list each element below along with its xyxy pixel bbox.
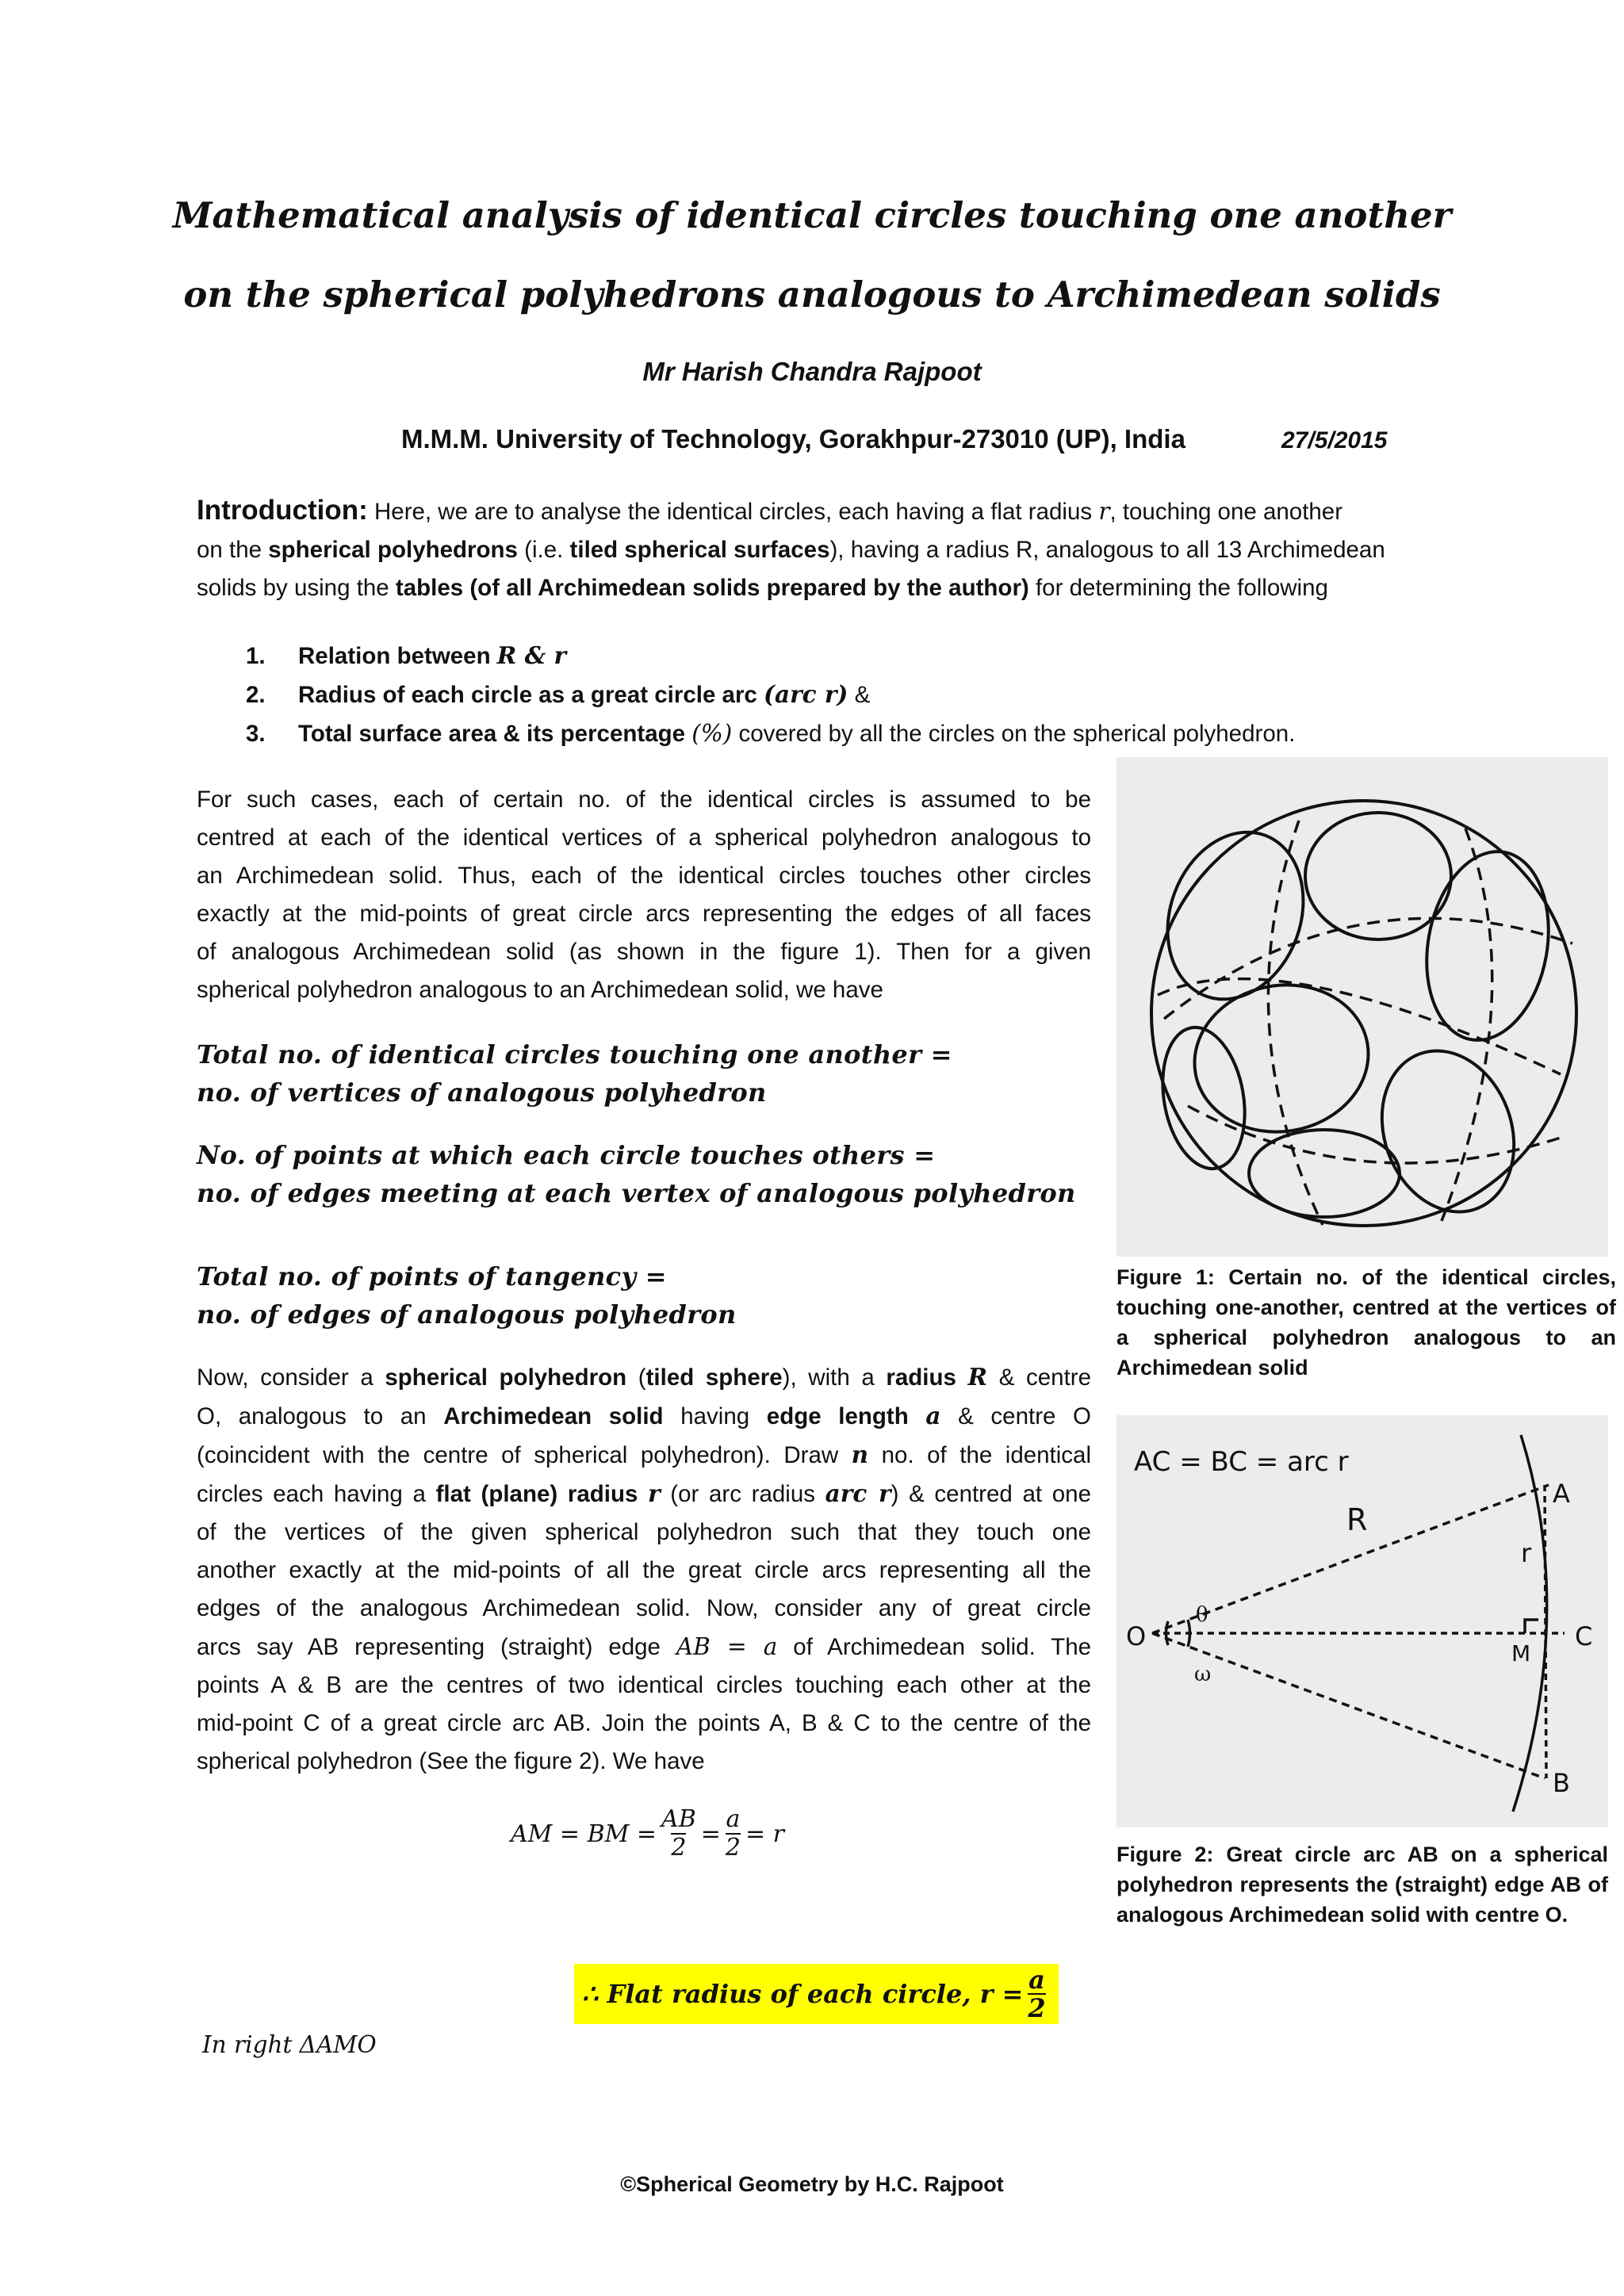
- title-line-2: on the spherical polyhedrons analogous to Archimedean solids: [183, 274, 1441, 316]
- date: 27/5/2015: [1281, 427, 1388, 453]
- spherical-circles-figure: [1116, 757, 1608, 1257]
- result-flat-radius: ∴ Flat radius of each circle, r = $\frac{a}{2}$: [574, 1964, 1059, 2024]
- svg-text:r: r: [1521, 1538, 1532, 1568]
- svg-text:C: C: [1575, 1621, 1593, 1651]
- title-line-1: Mathematical analysis of identical circles touching one another: [172, 194, 1452, 236]
- equation-touch-points: No. of points at which each circle touches others = no. of edges meeting at each vertex of analogous polyhedron: [197, 1140, 1076, 1208]
- introduction: Introduction: Here, we are to analyse the identical circles, each having a flat radius r, touching one another on the spherical polyhedrons (i.e. tiled spherical surfaces), having a radius R, analogous to all 13 Archimedean solids by using the tables (of all Archimedean solids prepared by the author) for determining the following: [197, 495, 1385, 601]
- svg-text:O: O: [1126, 1621, 1147, 1651]
- right-triangle-label: In right ΔAMO: [202, 2031, 377, 2058]
- footer: ©Spherical Geometry by H.C. Rajpoot: [620, 2172, 1004, 2196]
- figure-2: [1116, 1415, 1608, 1827]
- author: Mr Harish Chandra Rajpoot: [642, 357, 982, 386]
- svg-text:R: R: [1346, 1502, 1368, 1537]
- equation-total-circles: Total no. of identical circles touching one another = no. of vertices of analogous polyhedron: [197, 1039, 952, 1108]
- figure-1: [1116, 757, 1608, 1257]
- figure-2-caption: Figure 2: Great circle arc AB on a spherical polyhedron represents the (straight) edge AB of analogous Archimedean solid with centre O.: [1116, 1843, 1608, 1927]
- svg-text:B: B: [1553, 1768, 1570, 1798]
- equation-am-bm: AM = BM = $\frac{AB}{2}$ = $\frac{a}{2}$ = r: [511, 1805, 784, 1862]
- figure-1-caption: Figure 1: Certain no. of the identical circles, touching one-another, centred at the vertices of a spherical polyhedron analogous to an Archimedean solid: [1116, 1265, 1616, 1380]
- svg-text:A: A: [1553, 1479, 1570, 1509]
- list-item: 2. Radius of each circle as a great circle arc (arc r) &: [246, 680, 871, 708]
- intro-heading: Introduction:: [197, 495, 368, 526]
- paragraph-1: For such cases, each of certain no. of the identical circles is assumed to be centred at each of the identical vertices of a spherical polyhedron analogous to an Archimedean solid. Thus, each of the identical circles touches other circles exactly at the mid-points of great circle arcs representing the edges of all faces of analogous Archimedean solid (as shown in the figure 1). Then for a given spherical polyhedron analogous to an Archimedean solid, we have: [197, 786, 1091, 1003]
- great-circle-arc: [1513, 1435, 1547, 1812]
- affiliation: M.M.M. University of Technology, Gorakhpur-273010 (UP), India: [401, 424, 1185, 453]
- equation-tangency-points: Total no. of points of tangency = no. of edges of analogous polyhedron: [197, 1261, 737, 1330]
- svg-text:M: M: [1511, 1640, 1531, 1667]
- arc-equation-label: AC = BC = arc r: [1134, 1446, 1349, 1478]
- list-item: 3. Total surface area & its percentage (%) covered by all the circles on the spherical polyhedron.: [246, 720, 1296, 747]
- svg-text:ω: ω: [1194, 1663, 1212, 1686]
- great-circle-arc-figure: [1116, 1415, 1608, 1827]
- objective-list: [246, 637, 1435, 753]
- svg-text:θ: θ: [1196, 1603, 1208, 1627]
- list-item: 1. Relation between R & r: [246, 641, 567, 669]
- paragraph-2: Now, consider a spherical polyhedron (tiled sphere), with a radius R & centre O, analogous to an Archimedean solid having edge length a & centre O (coincident with the centre of spherical polyhedron). Draw n no. of the identical circles each having a flat (plane) radius r (or arc radius arc r) & centred at one of the vertices of the given spherical polyhedron such that they touch one another exactly at the mid-points of all the great circle arcs representing all the edges of the analogous Archimedean solid. Now, consider any of great circle arcs say AB representing (straight) edge AB = a of Archimedean solid. The points A & B are the centres of two identical circles touching each other at the mid-point C of a great circle arc AB. Join the points A, B & C to the centre of the spherical polyhedron (See the figure 2). We have: [197, 1363, 1092, 1774]
